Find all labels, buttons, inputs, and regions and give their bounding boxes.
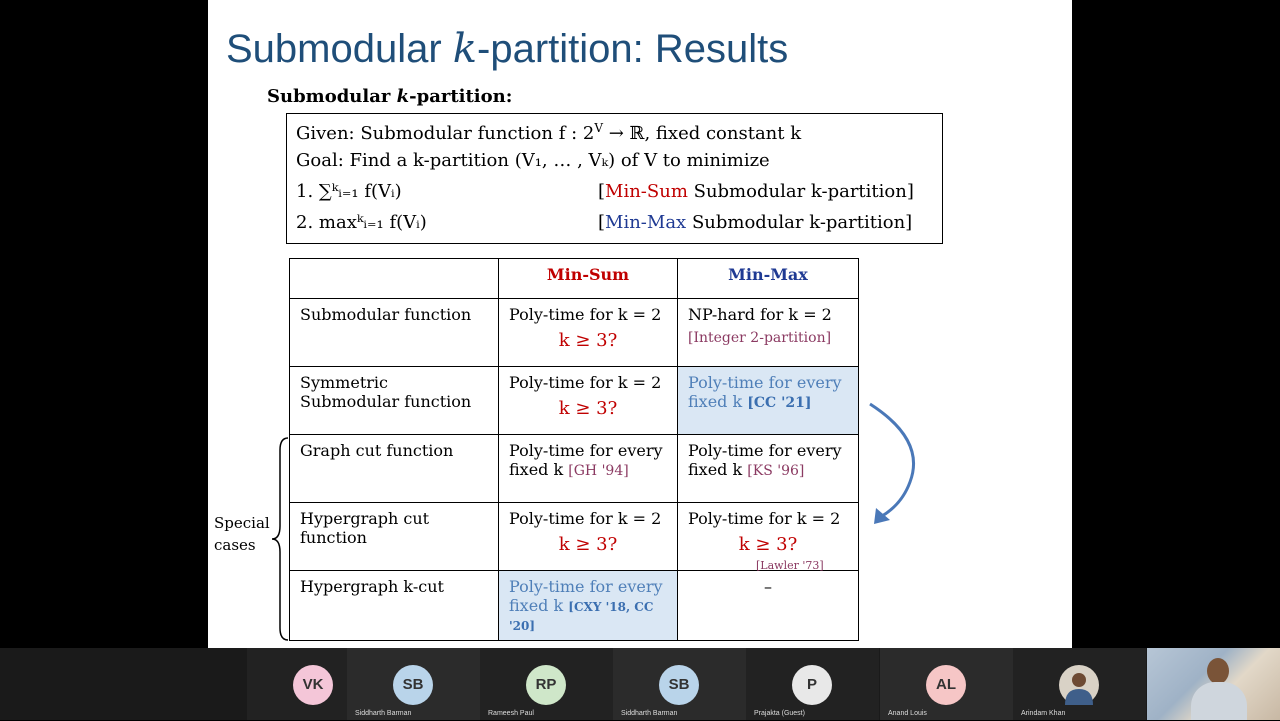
cell-text: NP-hard for k = 2 <box>688 305 832 324</box>
table-row <box>290 503 859 571</box>
open-question: k ≥ 3? <box>738 534 798 555</box>
participant-name: Prajakta (Guest) <box>754 710 805 717</box>
avatar-photo-icon <box>1059 665 1099 705</box>
results-table <box>289 258 859 641</box>
header-min-max: Min-Max <box>678 259 859 299</box>
cell-min-sum <box>499 367 678 435</box>
curly-brace-icon <box>270 436 292 642</box>
cell-text: Poly-time for every fixed k <box>688 441 842 479</box>
participant-tile[interactable] <box>880 648 1013 720</box>
definition-given: Given: Submodular function f : $2^V$ → ℝ, fixed constant k <box>296 121 802 144</box>
definition-item-sum: 1. ∑ᵏᵢ₌₁ f(Vᵢ) <box>296 181 402 202</box>
definition-box <box>286 113 943 244</box>
avatar: RP <box>526 665 566 705</box>
special-cases-label: Special cases <box>214 514 270 554</box>
citation: [GH '94] <box>568 463 629 479</box>
cell-min-max <box>678 299 859 367</box>
definition-item-max: 2. maxᵏᵢ₌₁ f(Vᵢ) <box>296 212 427 233</box>
avatar: SB <box>659 665 699 705</box>
citation: [CC '21] <box>747 395 812 411</box>
cell-min-max <box>678 503 859 571</box>
cell-min-max <box>678 367 859 435</box>
min-sum-tag: [Min-Sum Submodular k-partition] <box>598 181 914 202</box>
table-row <box>290 299 859 367</box>
cell-min-sum <box>499 571 678 641</box>
participant-name: Rameesh Paul <box>488 710 534 717</box>
cell-text: Poly-time for k = 2 <box>509 373 662 392</box>
cell-text: Poly-time for k = 2 <box>509 305 662 324</box>
definition-goal: Goal: Find a k-partition (V₁, … , Vₖ) of V to minimize <box>296 150 770 171</box>
definition-heading: Submodular k-partition: <box>267 86 513 107</box>
participant-name: Siddharth Barman <box>355 710 412 717</box>
row-label: Hypergraph k-cut <box>290 571 499 641</box>
avatar: AL <box>926 665 966 705</box>
cell-text: Poly-time for k = 2 <box>688 509 841 528</box>
avatar: SB <box>393 665 433 705</box>
open-question: k ≥ 3? <box>558 398 618 419</box>
cell-text: Poly-time for every fixed k <box>688 373 842 411</box>
slide-title: Submodular k-partition: Results <box>226 26 789 72</box>
participant-name: Arindam Khan <box>1021 710 1066 717</box>
participant-tile[interactable] <box>746 648 879 720</box>
speaker-body <box>1191 682 1247 720</box>
person-icon <box>1059 665 1099 705</box>
participant-tile[interactable] <box>480 648 613 720</box>
citation: [Lawler '73] <box>756 559 824 572</box>
speaker-video-tile[interactable] <box>1147 648 1280 720</box>
participant-name: Anand Louis <box>888 710 927 717</box>
cell-min-sum <box>499 503 678 571</box>
table-row <box>290 435 859 503</box>
open-question: k ≥ 3? <box>558 534 618 555</box>
citation: [Integer 2-partition] <box>688 330 832 346</box>
cell-min-sum <box>499 299 678 367</box>
cell-min-sum <box>499 435 678 503</box>
header-min-sum: Min-Sum <box>499 259 678 299</box>
participant-tile[interactable] <box>613 648 746 720</box>
cell-text: Poly-time for k = 2 <box>509 509 662 528</box>
row-label: Submodular function <box>290 299 499 367</box>
cell-text: Poly-time for every fixed k <box>509 441 663 479</box>
table-header-row <box>290 259 859 299</box>
citation: [KS '96] <box>747 463 805 479</box>
participant-tile[interactable] <box>1013 648 1146 720</box>
table-row <box>290 367 859 435</box>
curved-arrow-icon <box>858 400 928 530</box>
avatar: VK <box>293 665 333 705</box>
presentation-slide <box>208 0 1072 648</box>
participant-tile[interactable] <box>347 648 480 720</box>
row-label: Graph cut function <box>290 435 499 503</box>
participant-name: Siddharth Barman <box>621 710 678 717</box>
open-question: k ≥ 3? <box>558 330 618 351</box>
speaker-head <box>1207 658 1229 684</box>
header-empty-cell <box>290 259 499 299</box>
avatar: P <box>792 665 832 705</box>
citation: [CXY '18, CC '20] <box>509 600 654 633</box>
row-label: Hypergraph cut function <box>290 503 499 571</box>
participants-strip <box>0 648 1280 720</box>
cell-min-max: – <box>678 571 859 641</box>
cell-text: Poly-time for every fixed k <box>509 577 663 615</box>
row-label: Symmetric Submodular function <box>290 367 499 435</box>
table-row <box>290 571 859 641</box>
cell-min-max <box>678 435 859 503</box>
min-max-tag: [Min-Max Submodular k-partition] <box>598 212 913 233</box>
